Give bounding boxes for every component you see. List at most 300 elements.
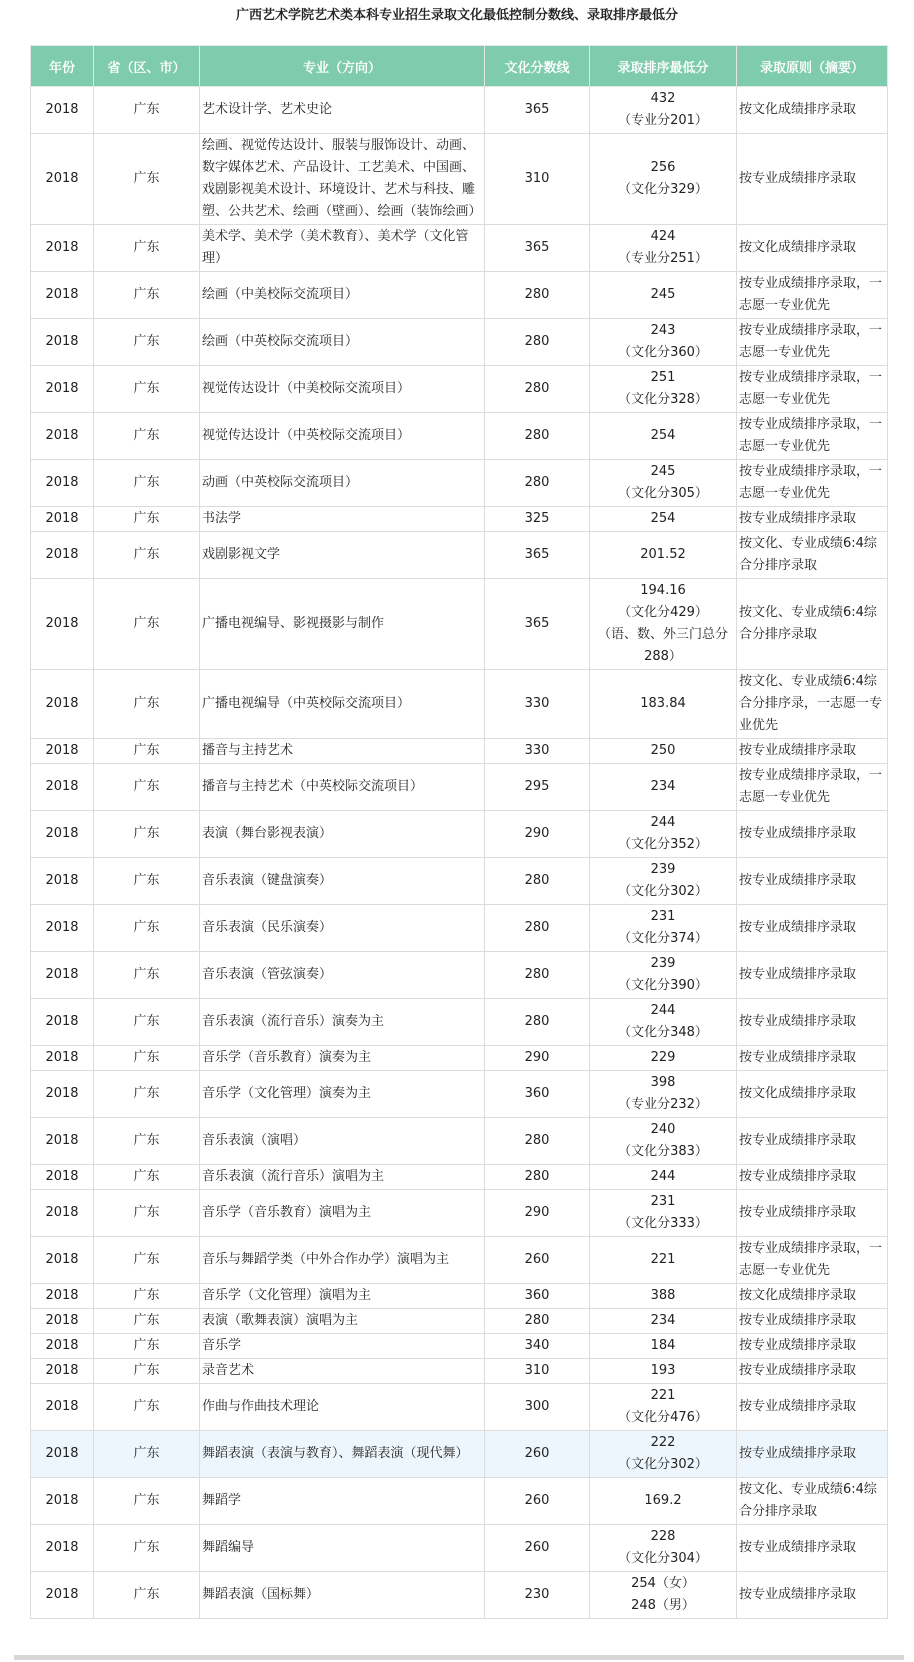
cell-min-score: [590, 1165, 737, 1190]
table-row: [31, 272, 888, 319]
cell-major: 音乐表演（民乐演奏）: [200, 905, 485, 952]
cell-major: 舞蹈学: [200, 1478, 485, 1525]
cell-year: 2018: [31, 858, 94, 905]
cell-province: 广东: [94, 272, 200, 319]
cell-rule: 按文化、专业成绩6:4综合分排序录取: [737, 532, 888, 579]
score-line: 234: [650, 779, 676, 794]
table-row: [31, 1071, 888, 1118]
table-row: [31, 739, 888, 764]
score-line: 183.84: [640, 696, 686, 711]
cell-province: 广东: [94, 579, 200, 670]
score-line: （文化分328）: [618, 392, 708, 407]
cell-year: 2018: [31, 272, 94, 319]
cell-culture-line: 295: [485, 764, 590, 811]
cell-year: 2018: [31, 532, 94, 579]
cell-rule: 按专业成绩排序录取: [737, 1165, 888, 1190]
table-row: [31, 1359, 888, 1384]
cell-year: 2018: [31, 1525, 94, 1572]
cell-culture-line: 280: [485, 1309, 590, 1334]
cell-min-score: [590, 739, 737, 764]
cell-culture-line: 290: [485, 811, 590, 858]
cell-province: 广东: [94, 1309, 200, 1334]
table-header-row: [31, 46, 888, 87]
cell-min-score: [590, 1071, 737, 1118]
cell-year: 2018: [31, 1359, 94, 1384]
cell-year: 2018: [31, 460, 94, 507]
header-major: 专业（方向）: [200, 46, 485, 87]
score-line: （文化分360）: [618, 345, 708, 360]
cell-province: 广东: [94, 1359, 200, 1384]
score-line: 193: [650, 1363, 676, 1378]
score-line: （文化分348）: [618, 1025, 708, 1040]
cell-rule: 按文化、专业成绩6:4综合分排序录取: [737, 579, 888, 670]
cell-major: 作曲与作曲技术理论: [200, 1384, 485, 1431]
cell-min-score: [590, 1046, 737, 1071]
cell-rule: 按专业成绩排序录取: [737, 1572, 888, 1619]
cell-min-score: [590, 532, 737, 579]
cell-culture-line: 330: [485, 670, 590, 739]
cell-min-score: [590, 858, 737, 905]
cell-major: 表演（歌舞表演）演唱为主: [200, 1309, 485, 1334]
cell-major: 绘画、视觉传达设计、服装与服饰设计、动画、数字媒体艺术、产品设计、工艺美术、中国画、戏剧影视美术设计、环境设计、艺术与科技、雕塑、公共艺术、绘画（壁画）、绘画（装饰绘画）: [200, 134, 485, 225]
score-line: 245: [650, 464, 676, 479]
table-row: [31, 1525, 888, 1572]
cell-min-score: [590, 366, 737, 413]
score-line: 388: [650, 1288, 676, 1303]
cell-province: 广东: [94, 1165, 200, 1190]
table-row: [31, 366, 888, 413]
score-line: （语、数、外三门总分: [597, 627, 728, 642]
cell-province: 广东: [94, 1118, 200, 1165]
table-row: [31, 1284, 888, 1309]
table-row: [31, 1309, 888, 1334]
cell-year: 2018: [31, 1478, 94, 1525]
score-line: 229: [650, 1050, 676, 1065]
cell-year: 2018: [31, 952, 94, 999]
cell-culture-line: 280: [485, 319, 590, 366]
cell-rule: 按专业成绩排序录取，一志愿一专业优先: [737, 272, 888, 319]
cell-culture-line: 260: [485, 1431, 590, 1478]
score-line: （专业分201）: [618, 113, 708, 128]
cell-year: 2018: [31, 1190, 94, 1237]
cell-major: 动画（中英校际交流项目）: [200, 460, 485, 507]
header-year: 年份: [31, 46, 94, 87]
cell-year: 2018: [31, 1384, 94, 1431]
cell-culture-line: 290: [485, 1190, 590, 1237]
page-title: 广西艺术学院艺术类本科专业招生录取文化最低控制分数线、录取排序最低分: [235, 8, 678, 23]
cell-major: 音乐学（文化管理）演奏为主: [200, 1071, 485, 1118]
cell-province: 广东: [94, 225, 200, 272]
cell-culture-line: 280: [485, 905, 590, 952]
horizontal-scrollbar[interactable]: [14, 1655, 904, 1660]
cell-min-score: [590, 952, 737, 999]
cell-culture-line: 280: [485, 858, 590, 905]
table-row: [31, 670, 888, 739]
cell-rule: 按专业成绩排序录取: [737, 999, 888, 1046]
cell-major: 戏剧影视文学: [200, 532, 485, 579]
score-line: （文化分383）: [618, 1144, 708, 1159]
cell-min-score: [590, 1237, 737, 1284]
cell-major: 音乐与舞蹈学类（中外合作办学）演唱为主: [200, 1237, 485, 1284]
cell-rule: 按专业成绩排序录取: [737, 1334, 888, 1359]
cell-province: 广东: [94, 1071, 200, 1118]
cell-culture-line: 310: [485, 134, 590, 225]
cell-province: 广东: [94, 1334, 200, 1359]
cell-culture-line: 280: [485, 272, 590, 319]
cell-rule: 按专业成绩排序录取: [737, 739, 888, 764]
cell-year: 2018: [31, 739, 94, 764]
cell-province: 广东: [94, 1190, 200, 1237]
score-line: （文化分329）: [618, 182, 708, 197]
cell-major: 广播电视编导（中英校际交流项目）: [200, 670, 485, 739]
cell-min-score: [590, 134, 737, 225]
cell-culture-line: 365: [485, 579, 590, 670]
cell-rule: 按专业成绩排序录取: [737, 1431, 888, 1478]
table-row: [31, 1118, 888, 1165]
score-line: 251: [650, 370, 676, 385]
score-line: （文化分390）: [618, 978, 708, 993]
cell-major: 舞蹈表演（国标舞）: [200, 1572, 485, 1619]
score-line: 239: [650, 956, 676, 971]
cell-rule: 按专业成绩排序录取: [737, 905, 888, 952]
score-line: 234: [650, 1313, 676, 1328]
cell-major: 舞蹈表演（表演与教育）、舞蹈表演（现代舞）: [200, 1431, 485, 1478]
cell-culture-line: 260: [485, 1525, 590, 1572]
cell-major: 音乐表演（键盘演奏）: [200, 858, 485, 905]
cell-culture-line: 280: [485, 999, 590, 1046]
score-line: 184: [650, 1338, 676, 1353]
score-line: （文化分476）: [618, 1410, 708, 1425]
cell-province: 广东: [94, 1478, 200, 1525]
table-row: [31, 1478, 888, 1525]
cell-min-score: [590, 1525, 737, 1572]
score-line: （文化分374）: [618, 931, 708, 946]
cell-rule: 按文化成绩排序录取: [737, 1284, 888, 1309]
table-row: [31, 319, 888, 366]
cell-province: 广东: [94, 366, 200, 413]
table-row: [31, 460, 888, 507]
score-line: （文化分304）: [618, 1551, 708, 1566]
table-row: [31, 764, 888, 811]
cell-province: 广东: [94, 87, 200, 134]
cell-min-score: [590, 87, 737, 134]
score-line: （文化分352）: [618, 837, 708, 852]
score-line: 231: [650, 1194, 676, 1209]
cell-province: 广东: [94, 764, 200, 811]
header-culture-line: 文化分数线: [485, 46, 590, 87]
cell-year: 2018: [31, 999, 94, 1046]
cell-culture-line: 300: [485, 1384, 590, 1431]
score-line: 222: [650, 1435, 676, 1450]
cell-min-score: [590, 1572, 737, 1619]
cell-major: 表演（舞台影视表演）: [200, 811, 485, 858]
table-row: [31, 507, 888, 532]
cell-rule: 按专业成绩排序录取: [737, 1190, 888, 1237]
table-row: [31, 858, 888, 905]
cell-year: 2018: [31, 1046, 94, 1071]
cell-min-score: [590, 507, 737, 532]
score-line: 254: [650, 511, 676, 526]
cell-rule: 按专业成绩排序录取，一志愿一专业优先: [737, 1237, 888, 1284]
cell-culture-line: 280: [485, 460, 590, 507]
cell-year: 2018: [31, 905, 94, 952]
cell-province: 广东: [94, 1572, 200, 1619]
cell-province: 广东: [94, 952, 200, 999]
score-line: 432: [650, 91, 676, 106]
cell-major: 绘画（中英校际交流项目）: [200, 319, 485, 366]
score-line: 250: [650, 743, 676, 758]
cell-culture-line: 325: [485, 507, 590, 532]
table-row: [31, 413, 888, 460]
cell-major: 舞蹈编导: [200, 1525, 485, 1572]
cell-min-score: [590, 1118, 737, 1165]
cell-rule: 按专业成绩排序录取: [737, 1309, 888, 1334]
score-line: 244: [650, 815, 676, 830]
table-row: [31, 1190, 888, 1237]
cell-culture-line: 260: [485, 1237, 590, 1284]
score-line: 221: [650, 1252, 676, 1267]
table-row: [31, 134, 888, 225]
cell-year: 2018: [31, 1071, 94, 1118]
cell-min-score: [590, 1334, 737, 1359]
cell-culture-line: 330: [485, 739, 590, 764]
score-line: （文化分302）: [618, 1457, 708, 1472]
table-row: [31, 999, 888, 1046]
cell-year: 2018: [31, 1118, 94, 1165]
cell-year: 2018: [31, 1284, 94, 1309]
table-row: [31, 1165, 888, 1190]
score-line: 221: [650, 1388, 676, 1403]
cell-rule: 按专业成绩排序录取: [737, 811, 888, 858]
cell-major: 音乐学: [200, 1334, 485, 1359]
cell-rule: 按文化、专业成绩6:4综合分排序录取: [737, 1478, 888, 1525]
cell-rule: 按专业成绩排序录取: [737, 1384, 888, 1431]
cell-major: 播音与主持艺术（中英校际交流项目）: [200, 764, 485, 811]
cell-major: 艺术设计学、艺术史论: [200, 87, 485, 134]
cell-province: 广东: [94, 1237, 200, 1284]
cell-min-score: [590, 1384, 737, 1431]
cell-rule: 按文化成绩排序录取: [737, 225, 888, 272]
cell-major: 音乐学（音乐教育）演奏为主: [200, 1046, 485, 1071]
score-line: （文化分305）: [618, 486, 708, 501]
table-row: [31, 579, 888, 670]
cell-major: 书法学: [200, 507, 485, 532]
cell-province: 广东: [94, 413, 200, 460]
cell-culture-line: 290: [485, 1046, 590, 1071]
header-rule: 录取原则（摘要）: [737, 46, 888, 87]
cell-min-score: [590, 905, 737, 952]
cell-min-score: [590, 579, 737, 670]
cell-province: 广东: [94, 134, 200, 225]
header-min-score: 录取排序最低分: [590, 46, 737, 87]
table-row: [31, 1384, 888, 1431]
cell-min-score: [590, 1190, 737, 1237]
table-row: [31, 1334, 888, 1359]
cell-province: 广东: [94, 319, 200, 366]
cell-province: 广东: [94, 739, 200, 764]
cell-year: 2018: [31, 1165, 94, 1190]
cell-rule: 按专业成绩排序录取，一志愿一专业优先: [737, 460, 888, 507]
cell-major: 广播电视编导、影视摄影与制作: [200, 579, 485, 670]
score-line: 243: [650, 323, 676, 338]
cell-culture-line: 340: [485, 1334, 590, 1359]
cell-year: 2018: [31, 366, 94, 413]
cell-rule: 按专业成绩排序录取: [737, 507, 888, 532]
admission-table: [30, 45, 888, 1619]
cell-province: 广东: [94, 507, 200, 532]
cell-culture-line: 360: [485, 1071, 590, 1118]
cell-year: 2018: [31, 319, 94, 366]
cell-year: 2018: [31, 1334, 94, 1359]
cell-min-score: [590, 670, 737, 739]
cell-year: 2018: [31, 579, 94, 670]
score-line: 248（男）: [631, 1598, 695, 1613]
table-row: [31, 532, 888, 579]
cell-rule: 按专业成绩排序录取: [737, 1118, 888, 1165]
score-line: 201.52: [640, 547, 686, 562]
cell-min-score: [590, 1359, 737, 1384]
cell-year: 2018: [31, 413, 94, 460]
cell-culture-line: 280: [485, 413, 590, 460]
cell-culture-line: 280: [485, 952, 590, 999]
cell-min-score: [590, 764, 737, 811]
cell-rule: 按专业成绩排序录取，一志愿一专业优先: [737, 319, 888, 366]
cell-rule: 按专业成绩排序录取: [737, 858, 888, 905]
cell-year: 2018: [31, 670, 94, 739]
cell-min-score: [590, 319, 737, 366]
cell-culture-line: 280: [485, 366, 590, 413]
table-row: [31, 811, 888, 858]
cell-major: 音乐表演（流行音乐）演奏为主: [200, 999, 485, 1046]
score-line: 228: [650, 1529, 676, 1544]
score-line: 424: [650, 229, 676, 244]
cell-year: 2018: [31, 1309, 94, 1334]
cell-major: 视觉传达设计（中美校际交流项目）: [200, 366, 485, 413]
score-line: （专业分251）: [618, 251, 708, 266]
cell-province: 广东: [94, 999, 200, 1046]
cell-province: 广东: [94, 1284, 200, 1309]
cell-province: 广东: [94, 1046, 200, 1071]
cell-major: 音乐学（音乐教育）演唱为主: [200, 1190, 485, 1237]
table-row: [31, 952, 888, 999]
cell-min-score: [590, 225, 737, 272]
cell-culture-line: 260: [485, 1478, 590, 1525]
cell-year: 2018: [31, 811, 94, 858]
score-line: 169.2: [644, 1493, 682, 1508]
cell-rule: 按专业成绩排序录取: [737, 134, 888, 225]
score-line: （文化分333）: [618, 1216, 708, 1231]
cell-year: 2018: [31, 87, 94, 134]
score-line: 245: [650, 287, 676, 302]
cell-major: 音乐表演（演唱）: [200, 1118, 485, 1165]
cell-min-score: [590, 999, 737, 1046]
table-row: [31, 905, 888, 952]
cell-province: 广东: [94, 460, 200, 507]
cell-year: 2018: [31, 1572, 94, 1619]
cell-major: 美术学、美术学（美术教育）、美术学（文化管理）: [200, 225, 485, 272]
cell-culture-line: 280: [485, 1118, 590, 1165]
cell-year: 2018: [31, 134, 94, 225]
score-line: 239: [650, 862, 676, 877]
cell-year: 2018: [31, 507, 94, 532]
cell-rule: 按专业成绩排序录取: [737, 1046, 888, 1071]
cell-min-score: [590, 413, 737, 460]
table-row: [31, 225, 888, 272]
cell-min-score: [590, 1431, 737, 1478]
cell-province: 广东: [94, 905, 200, 952]
cell-culture-line: 365: [485, 87, 590, 134]
cell-province: 广东: [94, 811, 200, 858]
cell-rule: 按专业成绩排序录取: [737, 952, 888, 999]
cell-rule: 按专业成绩排序录取，一志愿一专业优先: [737, 413, 888, 460]
cell-year: 2018: [31, 1431, 94, 1478]
score-line: （专业分232）: [618, 1097, 708, 1112]
score-line: 244: [650, 1169, 676, 1184]
cell-year: 2018: [31, 764, 94, 811]
table-body: [31, 87, 888, 1619]
table-row: [31, 1572, 888, 1619]
cell-min-score: [590, 1309, 737, 1334]
score-line: 240: [650, 1122, 676, 1137]
header-province: 省（区、市）: [94, 46, 200, 87]
cell-rule: 按专业成绩排序录取，一志愿一专业优先: [737, 366, 888, 413]
score-line: 256: [650, 160, 676, 175]
cell-major: 音乐学（文化管理）演唱为主: [200, 1284, 485, 1309]
cell-culture-line: 280: [485, 1165, 590, 1190]
score-line: （文化分302）: [618, 884, 708, 899]
table-row: [31, 1431, 888, 1478]
score-line: 244: [650, 1003, 676, 1018]
cell-major: 音乐表演（流行音乐）演唱为主: [200, 1165, 485, 1190]
cell-year: 2018: [31, 225, 94, 272]
cell-year: 2018: [31, 1237, 94, 1284]
cell-province: 广东: [94, 532, 200, 579]
score-line: 398: [650, 1075, 676, 1090]
table-row: [31, 1237, 888, 1284]
cell-culture-line: 365: [485, 225, 590, 272]
score-line: 194.16: [640, 583, 686, 598]
cell-major: 绘画（中美校际交流项目）: [200, 272, 485, 319]
score-line: 288）: [644, 649, 682, 664]
cell-rule: 按文化、专业成绩6:4综合分排序录，一志愿一专业优先: [737, 670, 888, 739]
cell-major: 视觉传达设计（中英校际交流项目）: [200, 413, 485, 460]
cell-min-score: [590, 1478, 737, 1525]
cell-rule: 按专业成绩排序录取: [737, 1359, 888, 1384]
score-line: 254（女）: [631, 1576, 695, 1591]
cell-rule: 按文化成绩排序录取: [737, 1071, 888, 1118]
cell-major: 播音与主持艺术: [200, 739, 485, 764]
cell-province: 广东: [94, 670, 200, 739]
score-line: （文化分429）: [618, 605, 708, 620]
cell-major: 音乐表演（管弦演奏）: [200, 952, 485, 999]
table-row: [31, 87, 888, 134]
score-line: 254: [650, 428, 676, 443]
cell-culture-line: 310: [485, 1359, 590, 1384]
cell-rule: 按专业成绩排序录取: [737, 1525, 888, 1572]
cell-major: 录音艺术: [200, 1359, 485, 1384]
score-line: 231: [650, 909, 676, 924]
cell-province: 广东: [94, 1431, 200, 1478]
cell-culture-line: 360: [485, 1284, 590, 1309]
cell-culture-line: 230: [485, 1572, 590, 1619]
cell-culture-line: 365: [485, 532, 590, 579]
table-row: [31, 1046, 888, 1071]
cell-province: 广东: [94, 1384, 200, 1431]
cell-rule: 按文化成绩排序录取: [737, 87, 888, 134]
cell-min-score: [590, 272, 737, 319]
cell-min-score: [590, 811, 737, 858]
cell-rule: 按专业成绩排序录取，一志愿一专业优先: [737, 764, 888, 811]
